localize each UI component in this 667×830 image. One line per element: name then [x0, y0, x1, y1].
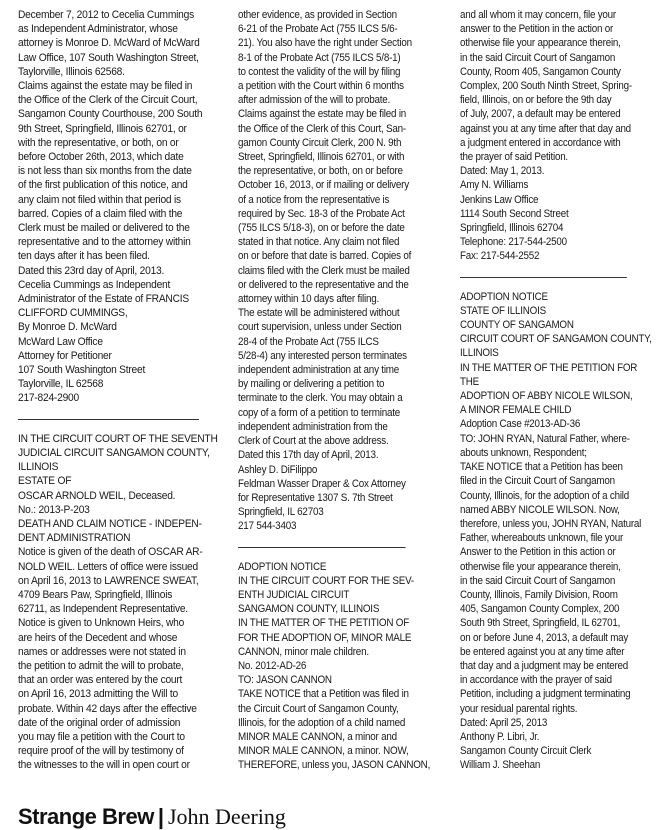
notice-line: attorney is Monroe D. McWard of McWard [18, 37, 200, 50]
notice-line: a judgment entered in accordance with [460, 136, 621, 149]
notice-line: by mailing or delivering a petition to [238, 378, 385, 391]
notice-line: Adoption Case #2013-AD-36 [460, 418, 581, 431]
notice-line: (755 ILCS 5/18-3), on or before the date [238, 222, 405, 235]
notice-line: abouts unknown, Respondent; [460, 446, 587, 459]
notice-line: OSCAR ARNOLD WEIL, Deceased. [18, 489, 176, 502]
notice-line: DENT ADMINISTRATION [18, 532, 131, 545]
comic-strip-title: Strange Brew [18, 804, 154, 829]
notice-line: Father, whereabouts unknown, file your [460, 532, 624, 545]
notice-line: IN THE MATTER OF THE PETITION OF [238, 617, 410, 630]
notice-line: ESTATE OF [18, 475, 72, 488]
notice-line: CLIFFORD CUMMINGS, [18, 307, 128, 320]
notice-line: Fax: 217-544-2552 [460, 250, 540, 263]
legal-notice [238, 8, 412, 534]
notice-line: that day and a judgment may be entered [460, 659, 628, 672]
notice-line: filed in the Circuit Court of Sangamon [460, 475, 615, 488]
notice-line: other evidence, as provided in Section [238, 9, 397, 21]
notice-line: Taylorville, Illinois 62568. [18, 65, 125, 78]
notice-line: a petition with the Court within 6 months [238, 80, 404, 93]
column-2 [238, 8, 431, 773]
notice-line: By Monroe D. McWard [18, 321, 117, 334]
notice-line: ILLINOIS [18, 461, 59, 474]
notice-line: MINOR MALE CANNON, a minor and [238, 730, 397, 743]
notice-line: STATE OF ILLINOIS [460, 304, 546, 317]
notice-line: claims filed with the Clerk must be mailed [238, 264, 410, 277]
notice-line: be entered against you at any time after [460, 645, 625, 658]
notice-line: the representative, or both, on or before [238, 165, 403, 178]
notice-line: South 9th Street, Springfield, IL 62701, [460, 617, 621, 630]
notice-line: on or before that date is barred. Copies of [238, 250, 412, 263]
notice-line: attorney within 10 days after filing. [238, 293, 379, 306]
notice-line: Springfield, IL 62703 [238, 506, 324, 519]
notice-line: William J. Sheehan [460, 759, 541, 772]
notice-line: the Circuit Court of Sangamon County, [238, 702, 399, 715]
notice-line: County, Illinois, Family Division, Room [460, 588, 618, 601]
notice-line: Springfield, Illinois 62704 [460, 222, 564, 235]
notice-line: MINOR MALE CANNON, a minor. NOW, [238, 745, 409, 758]
notice-line: the petition to admit the will to probate, [18, 659, 184, 672]
notice-line: IN THE MATTER OF THE PETITION FOR [460, 361, 638, 374]
notice-line: COUNTY OF SANGAMON [460, 319, 574, 332]
notice-line: the Office of the Clerk of this Court, San- [238, 122, 406, 135]
notice-line: and all whom it may concern, file your [460, 9, 616, 21]
notice-line: of a notice from the representative is [238, 193, 390, 206]
notice-line: No.: 2013-P-203 [18, 503, 90, 516]
column-3 [460, 8, 652, 773]
notice-line: or delivered to the representative and the [238, 278, 409, 291]
notice-line: No. 2012-AD-26 [238, 659, 307, 672]
notice-line: date of the original order of admission [18, 716, 181, 729]
notice-divider [460, 277, 627, 278]
notice-line: The estate will be administered without [238, 307, 400, 320]
notice-line: CANNON, minor male children. [238, 645, 369, 658]
notice-line: December 7, 2012 to Cecelia Cummings [18, 9, 194, 21]
notice-line: Claims against the estate may be filed in [18, 80, 193, 93]
notice-line: is not less than six months from the date [18, 165, 192, 178]
notice-line: Notice is given of the death of OSCAR AR- [18, 546, 203, 559]
notice-line: field, Illinois, on or before the 9th day [460, 94, 612, 107]
notice-line: IN THE CIRCUIT COURT OF THE SEVENTH [18, 432, 218, 445]
notice-line: Answer to the Petition in this action or [460, 546, 616, 559]
notice-line: Jenkins Law Office [460, 193, 539, 206]
notice-line: after admission of the will to probate. [238, 94, 391, 107]
notice-line: with the representative, or both, on or [18, 136, 179, 149]
notice-line: 5/28-4) any interested person terminates [238, 349, 407, 362]
notice-line: stated in that notice. Any claim not filed [238, 236, 400, 249]
notice-line: A MINOR FEMALE CHILD [460, 404, 572, 417]
notice-line: terminate to the clerk. You may obtain a [238, 392, 403, 405]
notice-line: Dated this 17th day of April, 2013. [238, 449, 379, 462]
notice-line: Clerk of Court at the above address. [238, 435, 389, 448]
notice-line: Attorney for Petitioner [18, 349, 112, 362]
notice-line: 21). You also have the right under Section [238, 37, 412, 50]
notice-line: ADOPTION OF ABBY NICOLE WILSON, [460, 390, 633, 403]
notice-line: as Independent Administrator, whose [18, 23, 178, 36]
notice-line: FOR THE ADOPTION OF, MINOR MALE [238, 631, 412, 644]
notice-line: Amy N. Williams [460, 179, 529, 192]
notice-divider [18, 419, 199, 420]
legal-notice [460, 290, 652, 773]
notice-line: against you at any time after that day and [460, 122, 631, 135]
notice-line: require proof of the will by testimony of [18, 745, 184, 758]
notice-line: your residual parental rights. [460, 702, 578, 715]
notice-line: the Office of the Clerk of the Circuit Court, [18, 94, 198, 107]
notice-line: for Representative 1307 S. 7th Street [238, 491, 393, 504]
notice-line: the witnesses to the will in open court or [18, 759, 190, 772]
notice-line: in accordance with the prayer of said [460, 674, 612, 687]
notice-line: IN THE CIRCUIT COURT FOR THE SEV- [238, 574, 414, 587]
notice-line: you may file a petition with the Court to [18, 730, 185, 743]
notice-line: on or before June 4, 2013, a default may [460, 631, 629, 644]
notice-line: Illinois, for the adoption of a child named [238, 716, 406, 729]
notice-line: answer to the Petition in the action or [460, 23, 614, 36]
notice-line: October 16, 2013, or if mailing or delivery [238, 179, 409, 192]
notice-line: ten days after it has been filed. [18, 250, 150, 263]
notice-line: of July, 2007, a default may be entered [460, 108, 621, 121]
notice-line: Sangamon County Courthouse, 200 South [18, 108, 203, 121]
notice-line: Dated this 23rd day of April, 2013. [18, 264, 165, 277]
notice-line: independent administration at any time [238, 364, 400, 377]
notice-line: County, Illinois, for the adoption of a child [460, 489, 629, 502]
notice-line: DEATH AND CLAIM NOTICE - INDEPEN- [18, 517, 202, 530]
notice-line: on April 16, 2013 to LAWRENCE SWEAT, [18, 574, 199, 587]
notice-line: on April 16, 2013 admitting the Will to [18, 688, 178, 701]
notice-line: copy of a form of a petition to terminate [238, 406, 401, 419]
notice-line: 62711, as Independent Representative. [18, 603, 188, 616]
notice-line: Taylorville, IL 62568 [18, 378, 104, 391]
notice-line: to contest the validity of the will by filing [238, 65, 401, 78]
notice-line: ADOPTION NOTICE [238, 560, 327, 573]
notice-line: CIRCUIT COURT OF SANGAMON COUNTY, [460, 333, 652, 346]
notice-line: any claim not filed within that period is [18, 193, 181, 206]
notice-line: 4709 Bears Paw, Springfield, Illinois [18, 588, 173, 601]
notice-line: 217 544-3403 [238, 520, 297, 533]
notice-line: 217-824-2900 [18, 392, 79, 405]
notice-line: before October 26th, 2013, which date [18, 151, 184, 164]
notice-line: ENTH JUDICIAL CIRCUIT [238, 588, 350, 601]
notice-line: required by Sec. 18-3 of the Probate Act [238, 207, 405, 220]
notice-line: 8-1 of the Probate Act (755 ILCS 5/8-1) [238, 51, 401, 64]
comic-strip-banner [18, 804, 286, 830]
notice-line: Telephone: 217-544-2500 [460, 236, 567, 249]
notice-line: that an order was entered by the court [18, 674, 183, 687]
notice-line: barred. Copies of a claim filed with the [18, 207, 183, 220]
notice-line: TO: JOHN RYAN, Natural Father, where- [460, 432, 630, 445]
legal-notice [18, 8, 203, 406]
notice-line: of the first publication of this notice, and [18, 179, 188, 192]
notice-line: THE [460, 375, 479, 388]
notice-line: 6-21 of the Probate Act (755 ILCS 5/6- [238, 23, 398, 36]
notice-line: the prayer of said Petition. [460, 151, 568, 164]
notice-line: 1114 South Second Street [460, 207, 569, 220]
notice-line: JUDICIAL CIRCUIT SANGAMON COUNTY, [18, 446, 210, 459]
notice-line: NOLD WEIL. Letters of office were issued [18, 560, 198, 573]
notice-line: gamon County Circuit Clerk, 200 N. 9th [238, 136, 402, 149]
legal-notice [18, 432, 218, 773]
notice-line: in the said Circuit Court of Sangamon [460, 574, 616, 587]
legal-notice [238, 560, 431, 773]
notice-line: SANGAMON COUNTY, ILLINOIS [238, 603, 380, 616]
notice-line: 107 South Washington Street [18, 364, 146, 377]
notice-line: ADOPTION NOTICE [460, 290, 548, 303]
notice-line: Feldman Wasser Draper & Cox Attorney [238, 477, 406, 490]
notice-line: in the said Circuit Court of Sangamon [460, 51, 616, 64]
notice-line: Dated: May 1, 2013. [460, 165, 545, 178]
column-1 [18, 8, 218, 773]
notice-line: 405, Sangamon County Complex, 200 [460, 603, 620, 616]
notice-line: ILLINOIS [460, 347, 499, 360]
notice-line: named ABBY NICOLE WILSON. Now, [460, 503, 620, 516]
notice-line: THEREFORE, unless you, JASON CANNON, [238, 759, 431, 772]
notice-line: otherwise file your appearance therein, [460, 560, 621, 573]
notice-line: otherwise file your appearance therein, [460, 37, 621, 50]
notice-line: Law Office, 107 South Washington Street, [18, 51, 199, 64]
notice-line: independent administration from the [238, 420, 388, 433]
notice-line: Sangamon County Circuit Clerk [460, 745, 592, 758]
notice-line: representative and to the attorney within [18, 236, 191, 249]
notice-line: Street, Springfield, Illinois 62701, or with [238, 151, 405, 164]
notice-line: Notice is given to Unknown Heirs, who [18, 617, 185, 630]
notice-line: McWard Law Office [18, 335, 103, 348]
notice-line: therefore, unless you, JOHN RYAN, Natural [460, 517, 642, 530]
notice-line: County, Room 405, Sangamon County [460, 65, 621, 78]
banner-separator: | [157, 804, 164, 829]
notice-line: probate. Within 42 days after the effective [18, 702, 197, 715]
notice-line: TAKE NOTICE that a Petition was filed in [238, 688, 409, 701]
notice-line: Anthony P. Libri, Jr. [460, 730, 540, 743]
legal-notice [460, 8, 632, 264]
notice-line: 9th Street, Springfield, Illinois 62701, or [18, 122, 187, 135]
notice-line: are heirs of the Decedent and whose [18, 631, 178, 644]
notice-line: court supervision, unless under Section [238, 321, 402, 334]
notice-line: Claims against the estate may be filed in [238, 108, 407, 121]
notice-line: Clerk must be mailed or delivered to the [18, 222, 190, 235]
comic-author: John Deering [167, 804, 286, 829]
notice-line: 28-4 of the Probate Act (755 ILCS [238, 335, 379, 348]
notice-line: Administrator of the Estate of FRANCIS [18, 293, 189, 306]
notice-line: names or addresses were not stated in [18, 645, 186, 658]
notice-line: Ashley D. DiFilippo [238, 463, 318, 476]
notice-line: Dated: April 25, 2013 [460, 716, 548, 729]
notice-line: Complex, 200 South Ninth Street, Spring- [460, 80, 632, 93]
notice-line: Cecelia Cummings as Independent [18, 278, 171, 291]
notice-line: Petition, including a judgment terminating [460, 688, 631, 701]
notice-line: TO: JASON CANNON [238, 674, 332, 687]
notice-divider [238, 547, 406, 548]
notice-line: TAKE NOTICE that a Petition has been [460, 461, 623, 474]
